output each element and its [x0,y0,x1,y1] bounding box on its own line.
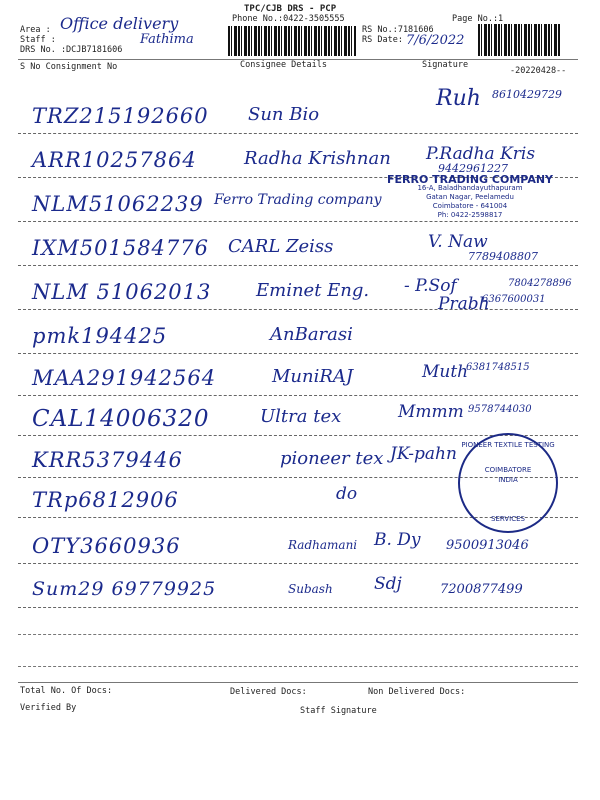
phone: 7789408807 [468,250,538,263]
row-rule [18,265,578,266]
consignment-number: IXM501584776 [32,236,209,260]
consignment-number: pmk194425 [32,324,168,348]
consignment-number: ARR10257864 [32,148,197,172]
signature: Ruh [436,86,481,111]
staff-label: Staff : [20,35,56,45]
stamp-line: Gatan Nagar, Peelamedu [426,193,514,201]
non-delivered-docs: Non Delivered Docs: [368,687,466,697]
delivered-docs: Delivered Docs: [230,687,307,697]
consignee-name: Eminet Eng. [256,280,370,301]
consignment-number: TRp6812906 [32,488,179,512]
signature: JK-pahn [390,444,457,464]
phone: 8610429729 [492,88,562,101]
round-stamp-bottom: SERVICES [491,515,525,523]
phone: 6367600031 [482,294,546,305]
document-title: TPC/CJB DRS - PCP [244,4,337,14]
consignee-name: Radhamani [288,538,358,552]
row-rule [18,395,578,396]
stamp-line: 16-A, Baladhandayuthapuram [417,184,523,192]
rs-date-label: RS Date: [362,35,403,45]
signature: P.Radha Kris [426,144,536,164]
drs-number: DRS No. :DCJB7181606 [20,45,123,55]
stamp-line: Ph: 0422-2598817 [437,211,503,219]
consignment-number: CAL14006320 [32,406,210,432]
consignee-name: Sun Bio [248,104,320,125]
signature: V. Naw [428,232,488,252]
staff-signature: Staff Signature [300,706,377,716]
table-row [18,86,578,140]
row-rule [18,563,578,564]
staff-value: Fathima [140,32,194,47]
signature: Sdj [374,574,402,594]
consignee-name: pioneer tex [280,448,384,469]
round-stamp-center: INDIA [498,476,518,484]
consignee-name: AnBarasi [270,324,353,345]
area-label: Area : [20,25,51,35]
consignment-number: NLM 51062013 [32,280,212,304]
table-row [18,358,578,402]
consignment-number: TRZ215192660 [32,104,209,128]
phone: 9578744030 [468,404,532,415]
signature: - P.Sof [404,276,457,296]
row-rule [18,607,578,608]
phone: 7200877499 [440,582,523,597]
footer-rule [18,682,578,683]
phone: 7804278896 [508,278,572,289]
page-number: Page No.:1 [452,14,504,24]
row-rule [18,353,578,354]
signature: B. Dy [374,530,421,550]
phone: 9500913046 [446,538,529,553]
rs-date-value: 7/6/2022 [406,33,465,48]
phone: 6381748515 [466,362,530,373]
consignment-number: Sum29 69779925 [32,578,217,600]
row-rule [18,133,578,134]
signature: do [336,484,358,504]
phone-number: Phone No.:0422-3505555 [232,14,345,24]
signature: Mmmm [398,402,464,422]
column-sno-consignment: S No Consignment No [20,62,118,72]
stamp-company-name: FERRO TRADING COMPANY [386,173,554,186]
table-row [18,570,578,614]
round-stamp [458,433,558,533]
barcode-left [228,26,356,56]
verified-by: Verified By [20,703,77,713]
signature: Muth [422,362,469,382]
consignment-number: OTY3660936 [32,534,181,558]
consignment-number: MAA291942564 [32,366,217,390]
barcode-right [478,24,560,56]
row-rule [18,309,578,310]
phone: 9442961227 [438,162,508,175]
signature: Prabh [438,294,490,314]
company-stamp [385,175,555,235]
consignee-name: CARL Zeiss [228,236,334,257]
total-docs: Total No. Of Docs: [20,686,113,696]
consignee-name: Ferro Trading company [214,192,382,208]
stamp-line: Coimbatore - 641004 [432,202,508,210]
consignment-number: KRR5379446 [32,448,183,472]
empty-rule [18,666,578,667]
column-signature: Signature [422,60,469,70]
round-stamp-top: PIONEER TEXTILE TESTING [461,441,555,449]
consignee-name: Radha Krishnan [244,148,391,169]
consignment-number: NLM51062239 [32,192,204,216]
date-code: -20220428-- [510,66,567,76]
table-row [18,526,578,570]
consignee-name: Subash [288,582,333,596]
consignee-name: Ultra tex [260,406,342,427]
area-value: Office delivery [60,14,179,33]
round-stamp-center: COIMBATORE [484,466,532,474]
empty-rule [18,634,578,635]
column-consignee: Consignee Details [240,60,327,70]
table-row [18,294,578,360]
rs-number: RS No.:7181606 [362,25,434,35]
consignee-name: MuniRAJ [272,366,354,387]
